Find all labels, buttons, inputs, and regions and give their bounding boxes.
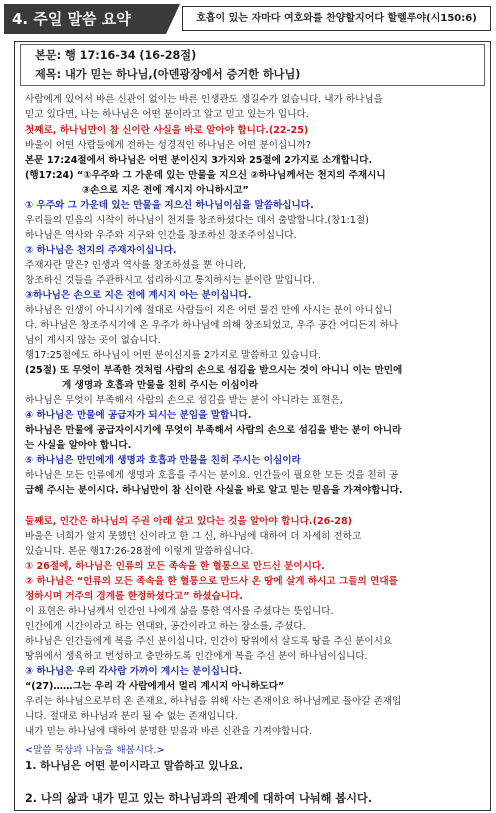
- verse-quote: (25절) 또 무엇이 부족한 것처럼 사람의 손으로 섬김을 받으시는 것이 아니니 이는 만민에: [25, 365, 403, 376]
- body-line: 바울은 너희가 알지 못했던 신이라고 한 그 신, 하나님에 대하여 더 자세히 전하고: [25, 531, 362, 542]
- body-line: 믿고 있다면, 나는 하나님은 어떤 분이라고 알고 믿고 있는가 입니다.: [25, 109, 309, 120]
- verse-quote-cont: 게 생명과 호흡과 만물을 친히 주시는 이심이라: [62, 380, 259, 391]
- body-line: 하나님은 만물에 공급자이시기에 무엇이 부족해서 사람의 손으로 섬김을 받는 분이 아니라: [25, 425, 402, 436]
- point-one-heading: 첫째로, 하나님만이 참 신이란 사실을 바로 알아야 합니다.(22-25): [25, 125, 309, 136]
- body-line: 하나님은 모든 인류에게 생명과 호흡을 주시는 분이요. 인간들이 필요한 모든 것을 친히 공: [25, 470, 399, 481]
- discussion-question-1: 1. 하나님은 어떤 분이시라고 말씀하고 있나요.: [25, 760, 244, 772]
- sub-point-heading: ② 하나님은 천지의 주재자이십니다.: [25, 245, 177, 256]
- body-line: 는 사실을 알아야 합니다.: [25, 440, 132, 451]
- sub-point-heading: ① 우주와 그 가운데 있는 만물을 지으신 하나님이심을 말씀하십니다.: [25, 200, 314, 211]
- discussion-heading: <말씀 묵상과 나눔을 해봅시다.>: [25, 745, 165, 756]
- section-badge-tail: [166, 4, 180, 34]
- sub-point-heading: ④ 하나님은 만물에 공급자가 되시는 분임을 말합니다.: [25, 410, 252, 421]
- sub-point-heading-cont: 정하시며 거주의 경계를 한정하셨다고” 하셨습니다.: [25, 591, 243, 602]
- sub-point-heading: ⑤ 하나님은 만민에게 생명과 호흡과 만물을 친히 주시는 이심이라: [25, 455, 301, 466]
- body-line: 땅위에서 생육하고 번성하고 충만하도록 인간에게 복을 주신 분이 하나님이십니다.: [25, 651, 368, 662]
- body-line: 님이 계시지 않는 곳이 없습니다.: [25, 335, 161, 346]
- body-line: 하나님은 무엇이 부족해서 사람의 손으로 섬김을 받는 분이 아니라는 표현은,: [25, 395, 343, 406]
- body-line: 니다. 절대로 하나님과 분리 될 수 없는 존재입니다.: [25, 711, 238, 722]
- point-two-heading: 둘째로, 인간은 하나님의 주권 아래 살고 있다는 것을 알아야 합니다.(26-28): [25, 516, 353, 527]
- body-line: 우리들의 믿음의 시작이 하나님이 천지를 창조하셨다는 데서 출발합니다.(창1:1절): [25, 215, 369, 226]
- body-line: 급해 주시는 분이시다. 하나님만이 참 신이란 사실을 바로 알고 믿는 믿음을 가져야합니다.: [25, 485, 403, 496]
- sub-point-heading: ① 26절에, 하나님은 인류의 모든 족속을 한 혈통으로 만드신 분이시다.: [25, 561, 325, 572]
- body-line: 하나님은 인간들에게 복을 주신 분이십니다. 인간이 땅위에서 살도록 땅을 주신 분이시요: [25, 636, 393, 647]
- section-badge: 4. 주일 말씀 요약: [4, 4, 166, 34]
- section-header: [4, 4, 491, 34]
- verse-quote: (행17:24) “①우주와 그 가운데 있는 만물을 지으신 ②하나님께서는 천지의 주재시니: [25, 170, 386, 181]
- sub-point-heading: ② 하나님은 “인류의 모든 족속을 한 혈통으로 만드사 온 땅에 살게 하시고 그들의 연대를: [25, 576, 398, 587]
- body-line: 우리는 하나님으로부터 온 존재요, 하나님을 위해 사는 존재이요 하나님께로 돌아갈 존재입: [25, 696, 402, 707]
- verse-quote-cont: ③손으로 지은 전에 계시지 아니하시고”: [82, 185, 249, 196]
- body-line: 하나님은 역사와 우주와 지구와 인간을 창조하신 창조주이십니다.: [25, 230, 297, 241]
- body-line: 내가 믿는 하나님에 대하여 분명한 믿음과 바른 신관을 가져야합니다.: [25, 726, 312, 737]
- discussion-question-2: 2. 나의 삶과 내가 믿고 있는 하나님과의 관계에 대하여 나눠해 봅시다.: [25, 792, 373, 805]
- body-line: 주재자란 말은? 인생과 역사를 창조하셨을 뿐 아니라,: [25, 260, 247, 271]
- scripture-reference: 본문: 행 17:16-34 (16-28절): [35, 49, 197, 62]
- body-line: 하나님은 인생이 아니시기에 절대로 사람들이 지은 어떤 물건 안에 사시는 분이 아니십니: [25, 305, 393, 316]
- body-line: 다. 하나님은 창조주시기에 온 우주가 하나님에 의해 창조되었고, 우주 공간 어디든지 하나: [25, 320, 399, 331]
- sermon-title: 제목: 내가 믿는 하나님,(아덴광장에서 증거한 하나님): [35, 68, 301, 81]
- body-line: 이 표현은 하나님께서 인간인 나에게 삶을 통한 역사를 주셨다는 뜻입니다.: [25, 606, 334, 617]
- body-line: 사람에게 있어서 바른 신관이 없이는 바른 인생관도 생길수가 없습니다. 내가 하나님을: [25, 94, 383, 105]
- verse-quote: “(27)……그는 우리 각 사람에게서 멀리 계시지 아니하도다”: [25, 681, 285, 692]
- sub-point-heading: ③하나님은 손으로 지은 전에 계시지 아는 분이십니다.: [25, 290, 252, 301]
- body-line: 있습니다. 본문 행17:26-28절에 이렇게 말씀하십니다.: [25, 546, 254, 557]
- header-verse: 호흡이 있는 자마다 여호와를 찬양할지어다 할렐루야(시150:6): [182, 6, 491, 31]
- body-line: 바울이 어떤 사람들에게 전하는 성경적인 하나님은 어떤 분이십니까?: [25, 140, 311, 151]
- sub-point-heading: ③ 하나님은 우리 각사람 가까이 계시는 분이십니다.: [25, 666, 243, 677]
- body-line: 행17:25절에도 하나님이 어떤 분이신지를 2가지로 말씀하고 있습니다.: [25, 350, 322, 361]
- body-line: 창조하신 것들을 주관하시고 섭리하시고 통치하시는 분이란 말입니다.: [25, 275, 316, 286]
- body-line: 인간에게 시간이라고 하는 연대와, 공간이라고 하는 장소를, 주셨다.: [25, 621, 306, 632]
- body-line: 본문 17:24절에서 하나님은 어떤 분이신지 3가지와 25절에 2가지로 소개합니다.: [25, 155, 373, 166]
